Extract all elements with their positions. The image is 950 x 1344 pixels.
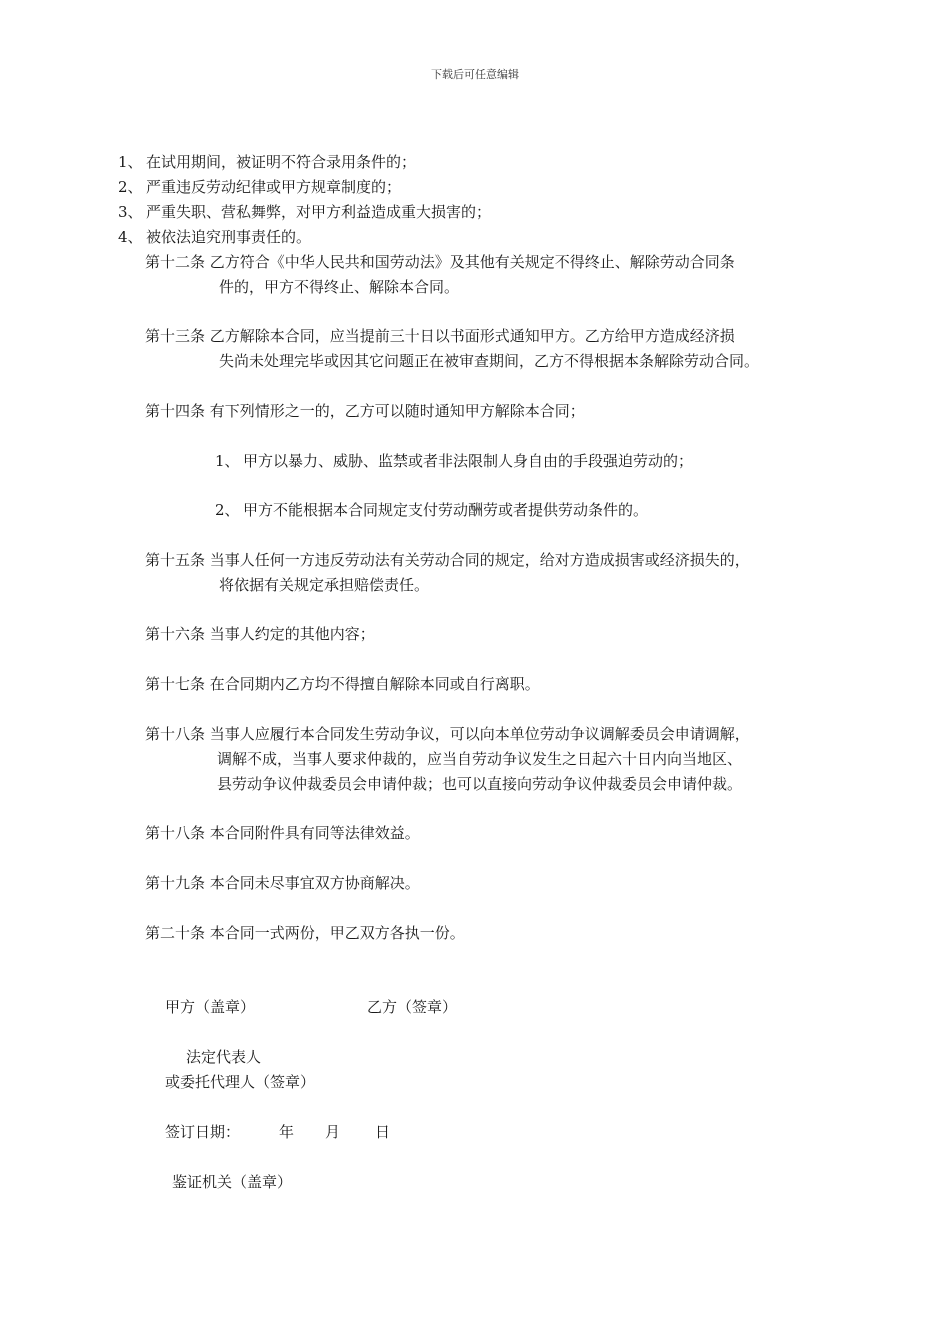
condition-item <box>118 227 311 247</box>
condition-item <box>118 202 491 222</box>
article-14-item-text: 甲方以暴力、威胁、监禁或者非法限制人身自由的手段强迫劳动的； <box>243 452 694 470</box>
condition-text: 严重违反劳动纪律或甲方规章制度的； <box>146 178 402 196</box>
article-15-line-1: 第十五条 当事人任何一方违反劳动法有关劳动合同的规定，给对方造成损害或经济损失的， <box>145 551 750 569</box>
condition-item <box>118 152 416 172</box>
article-13-line-1: 第十三条 乙方解除本合同，应当提前三十日以书面形式通知甲方。乙方给甲方造成经济损 <box>145 327 735 345</box>
condition-number: 1、 <box>118 153 143 171</box>
condition-number: 4、 <box>118 228 143 246</box>
article-18a-line-2: 调解不成，当事人要求仲裁的，应当自劳动争议发生之日起六十日内向当地区、 <box>217 750 743 768</box>
date-month-label: 月 <box>325 1123 341 1141</box>
article-18a-line-1: 第十八条 当事人应履行本合同发生劳动争议，可以向本单位劳动争议调解委员会申请调解， <box>145 725 750 743</box>
legal-representative-label: 法定代表人 <box>186 1048 262 1066</box>
article-12-line-1: 第十二条 乙方符合《中华人民共和国劳动法》及其他有关规定不得终止、解除劳动合同条 <box>145 253 735 271</box>
article-14-item-text: 甲方不能根据本合同规定支付劳动酬劳或者提供劳动条件的。 <box>243 501 649 519</box>
party-a-seal-label: 甲方（盖章） <box>165 998 256 1016</box>
date-day-label: 日 <box>375 1123 391 1141</box>
condition-text: 被依法追究刑事责任的。 <box>146 228 312 246</box>
authorized-agent-label: 或委托代理人（签章） <box>165 1073 316 1091</box>
party-b-signature-label: 乙方（签章） <box>367 998 458 1016</box>
article-12-line-2: 件的，甲方不得终止、解除本合同。 <box>219 278 460 296</box>
article-18b-line-1: 第十八条 本合同附件具有同等法律效益。 <box>145 824 420 842</box>
article-13-line-2: 失尚未处理完毕或因其它问题正在被审查期间，乙方不得根据本条解除劳动合同。 <box>219 352 760 370</box>
article-17-line-1: 第十七条 在合同期内乙方均不得擅自解除本同或自行离职。 <box>145 675 540 693</box>
article-19-line-1: 第十九条 本合同未尽事宜双方协商解决。 <box>145 874 420 892</box>
authentication-authority-label: 鉴证机关（盖章） <box>172 1173 293 1191</box>
article-14-item-number: 1、 <box>215 452 240 470</box>
article-14-item-number: 2、 <box>215 501 240 519</box>
date-year-label: 年 <box>279 1123 295 1141</box>
article-14-line-1: 第十四条 有下列情形之一的，乙方可以随时通知甲方解除本合同； <box>145 402 585 420</box>
condition-number: 2、 <box>118 178 143 196</box>
article-14-item <box>215 451 693 471</box>
condition-text: 严重失职、营私舞弊，对甲方利益造成重大损害的； <box>146 203 492 221</box>
article-20-line-1: 第二十条 本合同一式两份，甲乙双方各执一份。 <box>145 924 465 942</box>
signing-date-label: 签订日期： <box>165 1123 241 1141</box>
article-18a-line-3: 县劳动争议仲裁委员会申请仲裁；也可以直接向劳动争议仲裁委员会申请仲裁。 <box>217 775 743 793</box>
article-15-line-2: 将依据有关规定承担赔偿责任。 <box>219 576 430 594</box>
article-16-line-1: 第十六条 当事人约定的其他内容； <box>145 625 375 643</box>
condition-text: 在试用期间，被证明不符合录用条件的； <box>146 153 417 171</box>
header-note: 下载后可任意编辑 <box>431 68 519 81</box>
condition-number: 3、 <box>118 203 143 221</box>
condition-item <box>118 177 401 197</box>
article-14-item <box>215 500 648 520</box>
